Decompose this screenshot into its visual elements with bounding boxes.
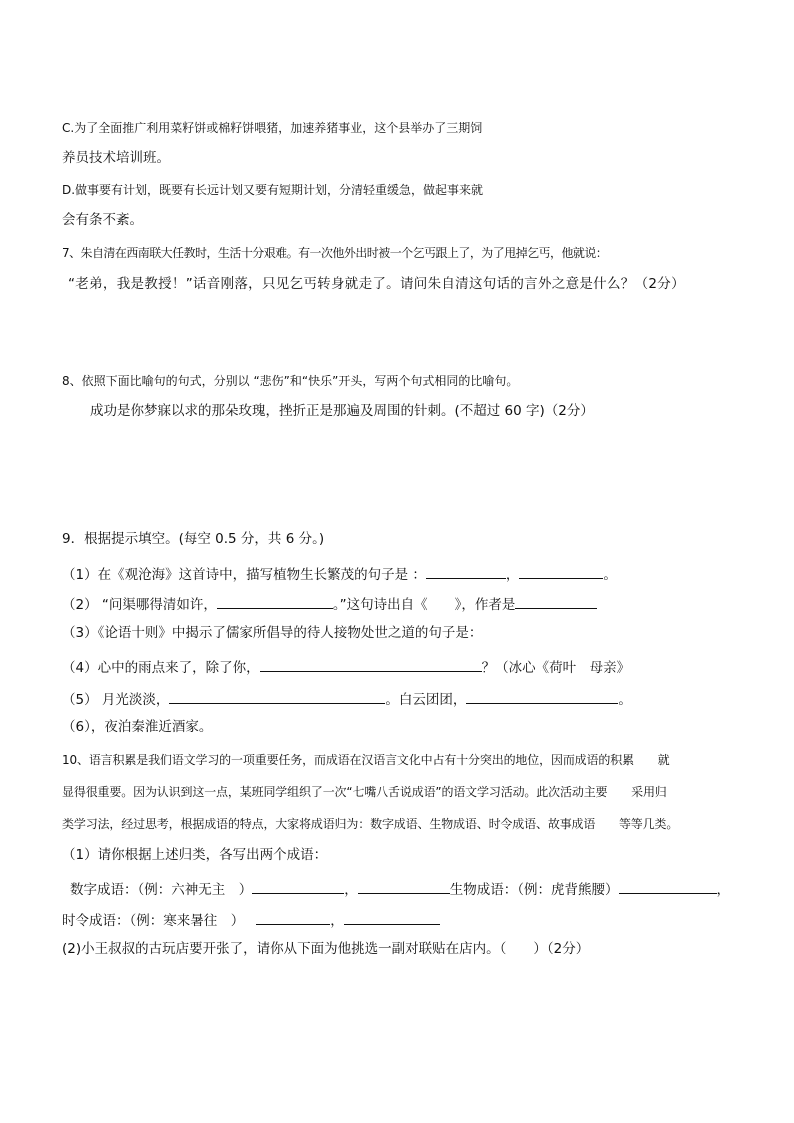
q9-5-end: 。 — [618, 692, 632, 708]
option-c-line2: 养员技术培训班。 — [62, 150, 170, 166]
answer-blank[interactable] — [256, 911, 330, 925]
question-10-sub-2: (2)小王叔叔的古玩店要开张了，请你从下面为他挑选一副对联贴在店内。（ ）（2分） — [62, 941, 590, 957]
answer-blank[interactable] — [466, 690, 618, 704]
q9-2-source: 。”这句诗出自《 》，作者是 — [332, 597, 516, 613]
q9-4-source: ？（冰心《荷叶 母亲》 — [481, 660, 631, 676]
comma: ， — [716, 882, 730, 898]
q9-1-text: （1）在《观沧海》这首诗中，描写植物生长繁茂的句子是 ： — [62, 567, 426, 583]
answer-blank[interactable] — [515, 595, 597, 609]
comma: ， — [330, 913, 344, 929]
option-d-line2: 会有条不紊。 — [62, 212, 143, 228]
question-8-line1: 8、依照下面比喻句的句式，分别以 “悲伤”和“快乐”开头，写两个句式相同的比喻句。 — [62, 374, 519, 388]
q9-4-text: （4）心中的雨点来了，除了你， — [62, 660, 260, 676]
question-9-item-4 — [62, 658, 630, 676]
question-10-line3: 类学习法，经过思考，根据成语的特点，大家将成语归为：数字成语、生物成语、时令成语、故事成语 等等几类。 — [62, 817, 679, 831]
question-10-line2: 显得很重要。因为认识到这一点，某班同学组织了一次“七嘴八舌说成语”的语文学习活动。此次活动主要 采用归 — [62, 785, 667, 799]
q9-1-comma: ， — [505, 567, 520, 583]
answer-blank[interactable] — [619, 880, 717, 894]
number-idiom-label: 数字成语：（例：六神无主 ） — [70, 882, 253, 898]
bio-idiom-label: 生物成语：（例：虎背熊腰） — [449, 882, 619, 898]
answer-blank[interactable] — [519, 565, 603, 579]
option-c-line1: C.为了全面推广利用菜籽饼或棉籽饼喂猪，加速养猪事业，这个县举办了三期饲 — [62, 121, 483, 135]
answer-blank[interactable] — [426, 565, 506, 579]
question-8-example: 成功是你梦寐以求的那朵玫瑰，挫折正是那遍及周围的针刺。(不超过 60 字)（2分） — [90, 403, 594, 419]
idiom-row-1 — [70, 880, 730, 898]
season-idiom-label: 时令成语：（例：寒来暑往 ） — [62, 913, 245, 929]
question-10-sub-1: （1）请你根据上述归类，各写出两个成语： — [62, 847, 328, 863]
answer-blank[interactable] — [252, 880, 344, 894]
q9-5-mid: 。白云团团， — [385, 692, 467, 708]
answer-blank[interactable] — [169, 690, 385, 704]
question-9-item-6: （6），夜泊秦淮近酒家。 — [62, 719, 213, 735]
question-9-item-5 — [62, 690, 632, 708]
option-d-line1: D.做事要有计划，既要有长远计划又要有短期计划，分清轻重缓急，做起事来就 — [62, 183, 484, 197]
comma: ， — [344, 882, 358, 898]
q9-2-text: （2） “问渠哪得清如许， — [62, 597, 217, 613]
question-9-item-2 — [62, 595, 597, 613]
question-10-line1: 10、语言积累是我们语文学习的一项重要任务，而成语在汉语言文化中占有十分突出的地位，因而成语的积累 就 — [62, 753, 670, 767]
q9-5-text: （5） 月光淡淡， — [62, 692, 170, 708]
q9-1-period: 。 — [603, 567, 617, 583]
answer-blank[interactable] — [358, 880, 450, 894]
idiom-row-2 — [62, 911, 440, 929]
question-9-item-3: （3）《论语十则》中揭示了儒家所倡导的待人接物处世之道的句子是： — [62, 625, 483, 641]
question-9-item-1 — [62, 565, 617, 583]
question-7-line1: 7、朱自清在西南联大任教时，生活十分艰难。有一次他外出时被一个乞丐跟上了，为了甩掉乞丐，他就说： — [62, 246, 608, 260]
answer-blank[interactable] — [344, 911, 440, 925]
answer-blank[interactable] — [217, 595, 333, 609]
question-7-line2: “老弟，我是教授！”话音刚落，只见乞丐转身就走了。请问朱自清这句话的言外之意是什么？（2分） — [68, 276, 685, 292]
question-9-title: 9．根据提示填空。(每空 0.5 分，共 6 分。) — [62, 531, 325, 547]
answer-blank[interactable] — [260, 658, 482, 672]
